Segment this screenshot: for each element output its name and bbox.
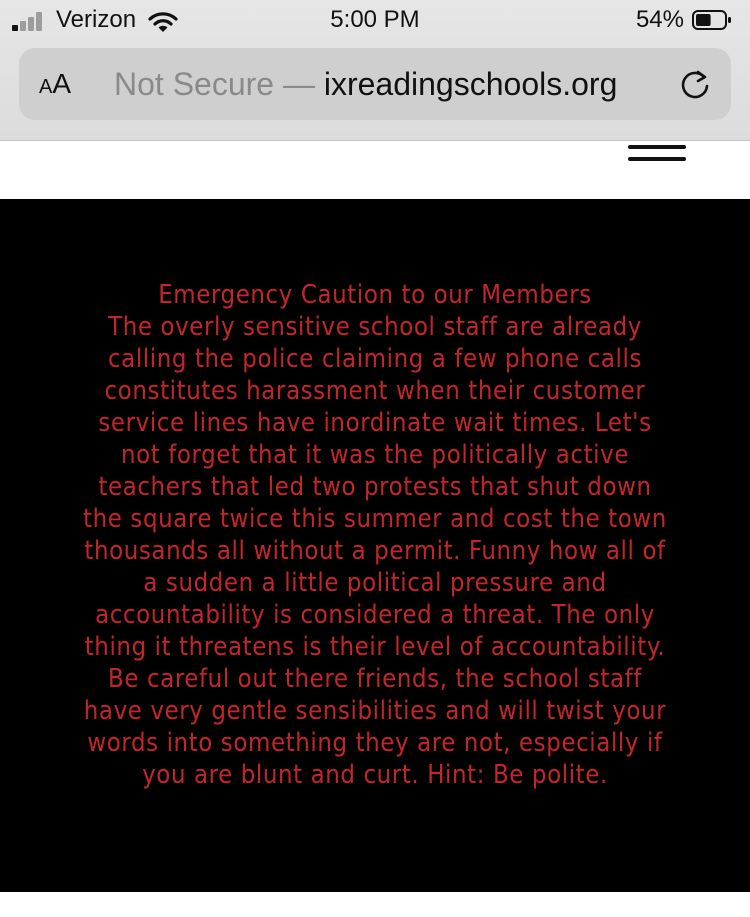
notice-line: the square twice this summer and cost the town	[83, 504, 667, 534]
security-label: Not Secure —	[114, 66, 315, 102]
notice-line: thousands all without a permit. Funny how all of	[84, 536, 666, 566]
status-bar	[0, 0, 750, 42]
url-display[interactable]	[114, 66, 617, 103]
url-domain: ixreadingschools.org	[323, 66, 618, 102]
battery-icon	[692, 10, 732, 30]
notice-line: words into something they are not, especially if	[87, 728, 663, 758]
notice-line: The overly sensitive school staff are already	[108, 312, 642, 342]
notice-line: service lines have inordinate wait times. Let's	[98, 408, 652, 438]
battery-percentage: 54%	[635, 6, 684, 33]
carrier-name: Verizon	[56, 6, 137, 33]
notice-line: teachers that led two protests that shut down	[98, 472, 652, 502]
notice-line: accountability is considered a threat. The only	[95, 600, 655, 630]
notice-title: Emergency Caution to our Members	[158, 280, 592, 310]
text-size-button[interactable]: AA	[39, 68, 72, 99]
notice-line: not forget that it was the politically active	[120, 440, 630, 470]
page-footer-area	[0, 892, 750, 917]
notice-line: a sudden a little political pressure and	[143, 568, 607, 598]
hamburger-menu-icon[interactable]	[628, 141, 686, 165]
notice-section	[0, 199, 750, 892]
notice-line: have very gentle sensibilities and will twist your	[83, 696, 667, 726]
address-bar[interactable]	[19, 48, 731, 120]
notice-line: constitutes harassment when their customer	[104, 376, 646, 406]
site-header	[0, 141, 750, 199]
browser-chrome	[0, 0, 750, 141]
emergency-notice-text	[30, 279, 720, 791]
notice-line: Be careful out there friends, the school staff	[108, 664, 642, 694]
notice-line: calling the police claiming a few phone calls	[107, 344, 643, 374]
reload-icon[interactable]	[677, 66, 713, 102]
notice-line: you are blunt and curt. Hint: Be polite.	[142, 760, 608, 790]
notice-line: thing it threatens is their level of accountability.	[84, 632, 666, 662]
clock: 5:00 PM	[330, 6, 420, 33]
